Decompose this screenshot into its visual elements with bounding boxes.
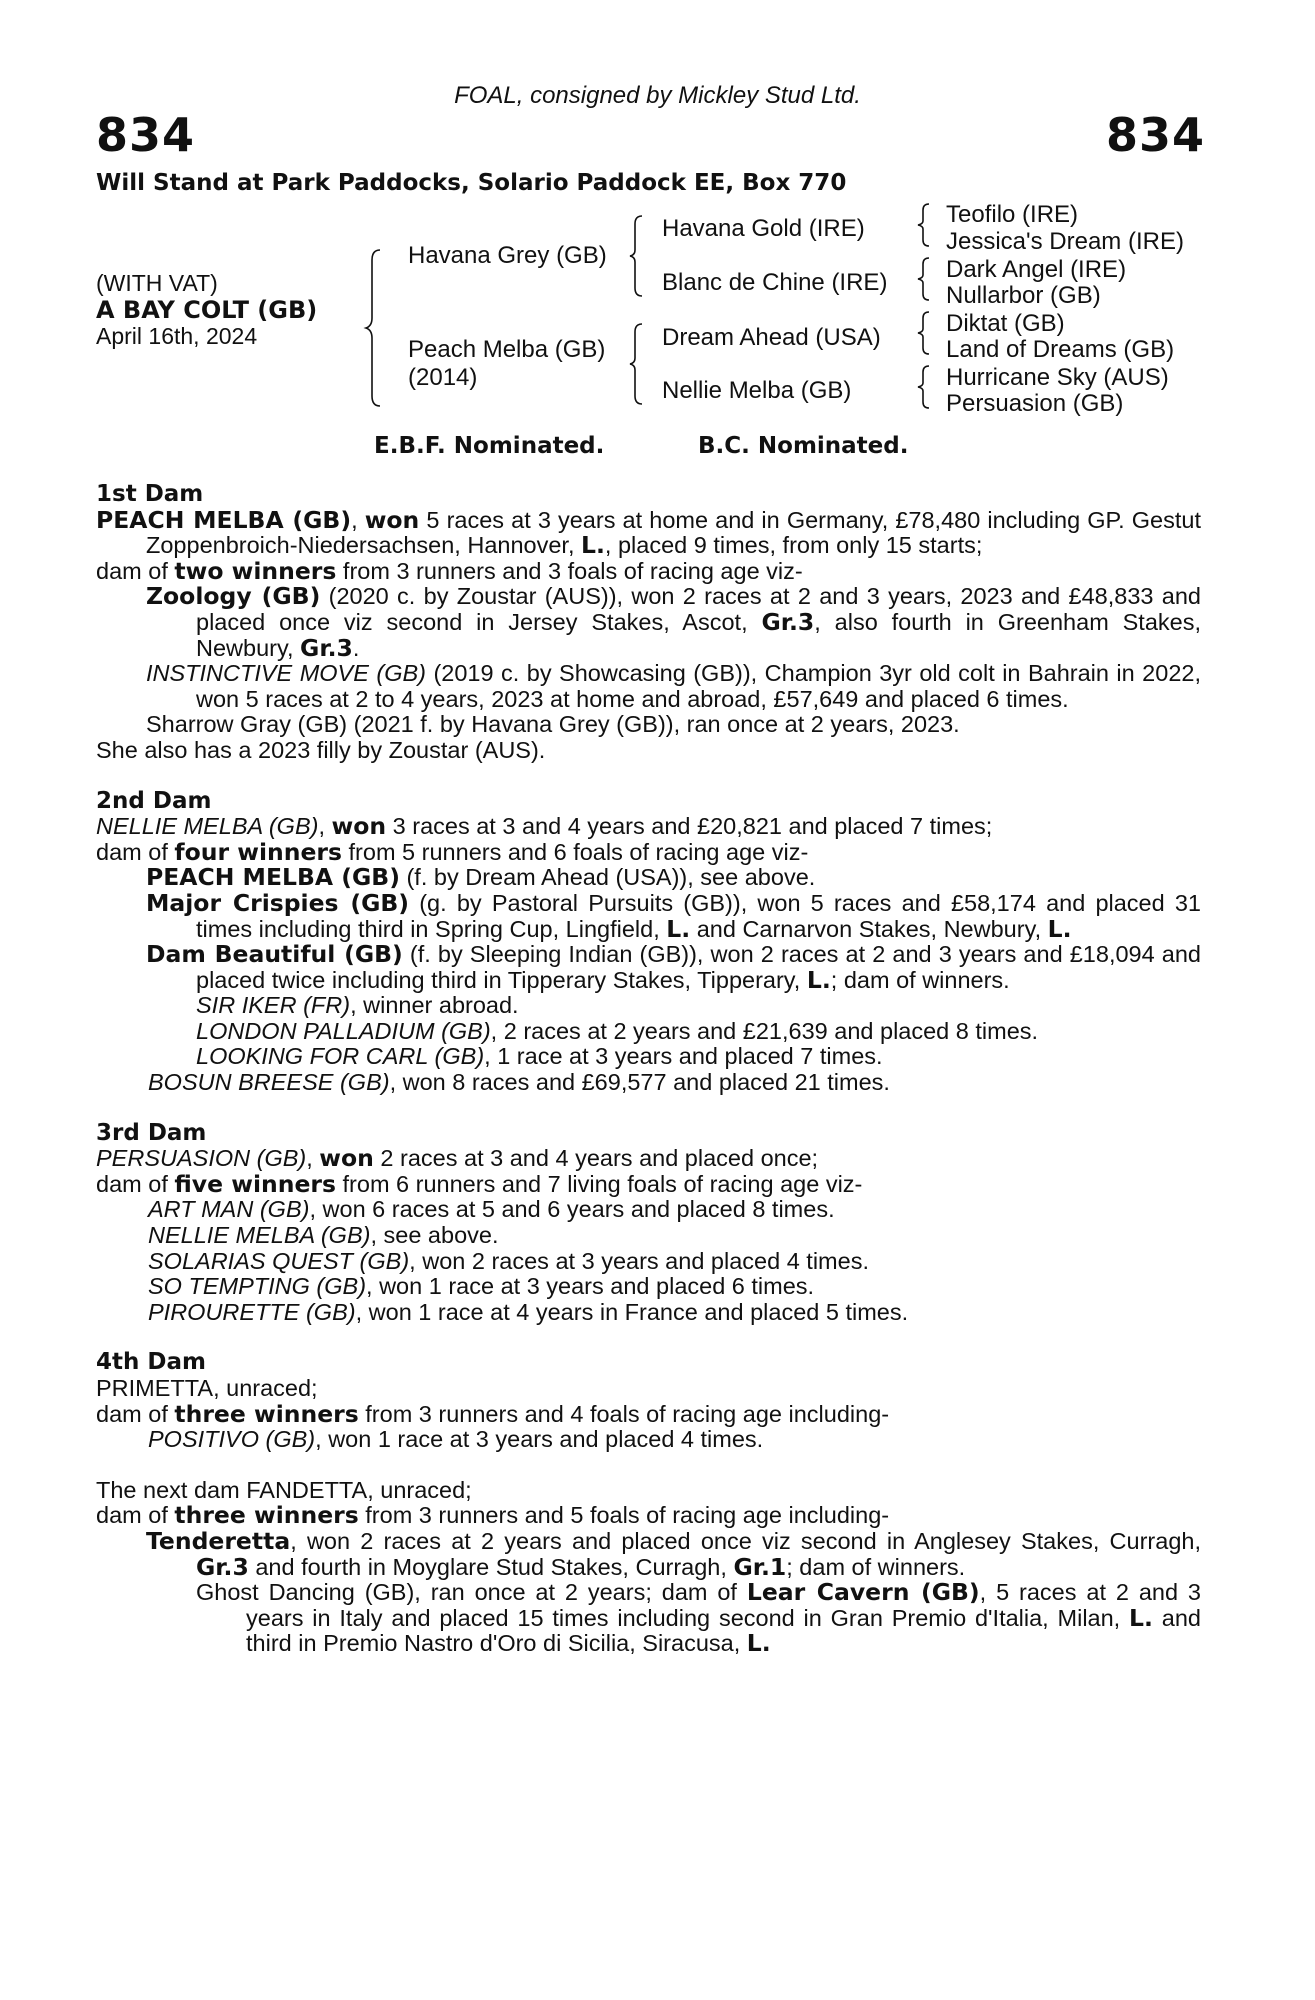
won-label: won	[331, 812, 387, 841]
produce-summary	[96, 556, 1201, 585]
produce-summary	[96, 837, 1201, 866]
pedigree-sire-dam: Blanc de Chine (IRE)	[662, 269, 888, 296]
produce-entry	[146, 584, 1201, 661]
bc-nomination: B.C. Nominated.	[698, 433, 909, 459]
listed-mark: L.	[746, 1629, 771, 1658]
group-mark: Gr.1	[733, 1552, 787, 1581]
pedigree-bracket-dd	[918, 364, 932, 410]
winners-count: two winners	[174, 556, 337, 585]
produce-text: (f. by Dream Ahead (USA)), see above.	[406, 864, 816, 891]
produce-name: INSTINCTIVE MOVE (GB)	[146, 660, 426, 687]
won-label: won	[364, 505, 420, 534]
produce-summary	[96, 1169, 1201, 1198]
won-label: won	[319, 1144, 374, 1173]
pedigree-sdd: Nullarbor (GB)	[946, 282, 1101, 309]
record-text: 3 races at 3 and 4 years and £20,821 and placed 7 times;	[392, 813, 993, 840]
pedigree-bracket-ss	[918, 202, 932, 248]
pedigree-bracket-main	[366, 248, 386, 408]
pedigree-dsd: Land of Dreams (GB)	[946, 336, 1175, 363]
produce-text: Sharrow Gray (GB) (2021 f. by Havana Grey (GB)), ran once at 2 years, 2023.	[146, 711, 960, 738]
runners-text: from 5 runners and 6 foals of racing age viz-	[348, 838, 809, 865]
runners-text: from 3 runners and 3 foals of racing age viz-	[342, 557, 803, 584]
horse-name: A BAY COLT (GB)	[96, 296, 318, 324]
produce-text: and fourth in Moyglare Stud Stakes, Curragh,	[255, 1553, 727, 1580]
produce-text: , won 1 race at 3 years and placed 4 times.	[315, 1426, 764, 1453]
pedigree-bracket-sd	[918, 256, 932, 302]
produce-text: , won 8 races and £69,577 and placed 21 times.	[389, 1069, 890, 1096]
produce-text: (2019 c. by Showcasing (GB)), Champion 3yr old colt in Bahrain in 2022, won 5 races at 2 to 4 years, 2023 at home and abroad, £57,649 and placed 6 times.	[196, 660, 1201, 712]
dam-name: PERSUASION (GB)	[96, 1145, 307, 1172]
produce-text: , won 2 races at 2 years and placed once viz second in Anglesey Stakes, Curragh,	[290, 1527, 1201, 1554]
second-dam-record: NELLIE MELBA (GB), won 3 races at 3 and 4 years and £20,821 and placed 7 times;	[96, 812, 993, 841]
fourth-dam-section	[96, 1350, 1201, 1452]
produce-name: Dam Beautiful (GB)	[146, 940, 403, 969]
pedigree-ssd: Jessica's Dream (IRE)	[946, 228, 1184, 255]
group-mark: Gr.3	[300, 633, 353, 662]
produce-entry	[148, 1223, 1201, 1249]
winners-count: five winners	[174, 1169, 336, 1198]
produce-name: SOLARIAS QUEST (GB)	[148, 1247, 410, 1274]
produce-entry	[148, 1427, 1201, 1453]
produce-name: PIROURETTE (GB)	[148, 1298, 356, 1325]
produce-text: ; dam of winners.	[786, 1553, 966, 1580]
produce-name: BOSUN BREESE (GB)	[148, 1069, 390, 1096]
produce-text: (g. by Pastoral Pursuits (GB)), won 5 races and £58,174 and placed 31 times including third in Spring Cup, Lingfield,	[196, 889, 1202, 942]
listed-mark: L.	[581, 531, 605, 560]
winners-count: four winners	[174, 837, 342, 866]
produce-entry	[146, 1526, 1201, 1581]
produce-entry	[146, 661, 1201, 712]
produce-text: ; dam of winners.	[830, 966, 1010, 993]
produce-name: Tenderetta	[146, 1526, 291, 1555]
dam-name: NELLIE MELBA (GB)	[96, 813, 319, 840]
grand-produce-entry	[196, 1580, 1201, 1657]
grand-produce-entry	[196, 1019, 1201, 1045]
produce-name: LONDON PALLADIUM (GB)	[196, 1017, 491, 1044]
pedigree-dam-sire: Dream Ahead (USA)	[662, 324, 881, 351]
produce-text: , won 1 race at 4 years in France and placed 5 times.	[355, 1298, 909, 1325]
lot-number-right: 834	[1105, 108, 1205, 162]
produce-text: , won 6 races at 5 and 6 years and placed 8 times.	[309, 1196, 835, 1223]
produce-text: , winner abroad.	[350, 992, 519, 1019]
third-dam-record: PERSUASION (GB), won 2 races at 3 and 4 years and placed once;	[96, 1144, 819, 1173]
produce-name: Zoology (GB)	[146, 582, 321, 611]
section-heading: 2nd Dam	[96, 787, 212, 814]
winners-count: three winners	[174, 1399, 359, 1428]
stand-location: Will Stand at Park Paddocks, Solario Paddock EE, Box 770	[96, 170, 847, 196]
produce-text: , 5 races at 2 and 3 years in Italy and placed 15 times including second in Gran Premio d'Italia, Milan,	[246, 1579, 1201, 1631]
listed-mark: L.	[1129, 1603, 1153, 1632]
catalogue-body	[96, 482, 1201, 1657]
section-heading: 1st Dam	[96, 481, 204, 507]
dam-of-label: dam of	[96, 1502, 168, 1529]
section-heading: 3rd Dam	[96, 1119, 207, 1146]
pedigree-sire: Havana Grey (GB)	[408, 242, 607, 269]
grand-produce-entry	[196, 1044, 1201, 1070]
pedigree-dam-dam: Nellie Melba (GB)	[662, 377, 852, 404]
produce-name: Lear Cavern (GB)	[746, 1578, 980, 1607]
also-note: She also has a 2023 filly by Zoustar (AUS).	[96, 736, 546, 763]
record-text: 2 races at 3 and 4 years and placed once;	[380, 1145, 819, 1172]
fourth-dam-record: PRIMETTA, unraced;	[96, 1375, 318, 1401]
first-dam-record: PEACH MELBA (GB), won 5 races at 3 years at home and in Germany, £78,480 including GP. Gestut Zoppenbroich-Niedersachsen, Hannover, L., placed 9 times, from only 15 starts;	[96, 505, 1202, 560]
produce-text: .	[352, 634, 360, 661]
consignment-line: FOAL, consigned by Mickley Stud Ltd.	[454, 82, 861, 109]
lot-number-left: 834	[96, 108, 196, 162]
produce-entry	[148, 1300, 1201, 1326]
produce-entry	[148, 1197, 1201, 1223]
produce-text: Ghost Dancing (GB), ran once at 2 years; dam of	[196, 1579, 737, 1606]
ebf-nomination: E.B.F. Nominated.	[374, 433, 605, 459]
produce-name: ART MAN (GB)	[148, 1196, 310, 1223]
produce-entry	[146, 712, 1201, 738]
dam-of-label: dam of	[96, 838, 168, 865]
third-dam-section	[96, 1121, 1201, 1326]
first-dam-section	[96, 482, 1201, 764]
pedigree-dam: Peach Melba (GB)	[408, 336, 606, 363]
produce-name: Major Crispies (GB)	[146, 888, 410, 917]
produce-summary	[96, 1399, 1201, 1428]
pedigree-dam-year: (2014)	[408, 364, 478, 391]
next-dam-record: The next dam FANDETTA, unraced;	[96, 1476, 472, 1503]
produce-text: , won 1 race at 3 years and placed 6 times.	[366, 1273, 815, 1300]
runners-text: from 3 runners and 4 foals of racing age including-	[365, 1400, 890, 1427]
runners-text: from 6 runners and 7 living foals of racing age viz-	[342, 1170, 863, 1197]
produce-name: LOOKING FOR CARL (GB)	[196, 1043, 485, 1070]
grand-produce-entry	[196, 993, 1201, 1019]
pedigree-bracket-dam	[630, 322, 646, 406]
produce-text: , won 2 races at 3 years and placed 4 times.	[409, 1247, 869, 1274]
produce-name: PEACH MELBA (GB)	[146, 863, 400, 892]
produce-entry	[146, 865, 1201, 891]
pedigree-dds: Hurricane Sky (AUS)	[946, 364, 1169, 391]
produce-summary	[96, 1503, 1201, 1529]
winners-count: three winners	[174, 1501, 359, 1530]
produce-text: and third in Premio Nastro d'Oro di Sicilia, Siracusa,	[246, 1604, 1201, 1657]
dam-of-label: dam of	[96, 1170, 168, 1197]
produce-text: , see above.	[370, 1222, 499, 1249]
pedigree-sds: Dark Angel (IRE)	[946, 256, 1127, 283]
pedigree-sire-sire: Havana Gold (IRE)	[662, 215, 865, 242]
record-text: 5 races at 3 years at home and in Germany, £78,480 including GP. Gestut Zoppenbroich-Niedersachsen, Hannover,	[146, 506, 1202, 559]
group-mark: Gr.3	[196, 1552, 249, 1581]
produce-text: and Carnarvon Stakes, Newbury,	[696, 915, 1042, 942]
produce-entry	[148, 1070, 1201, 1096]
group-mark: Gr.3	[761, 607, 815, 636]
listed-mark: L.	[666, 914, 691, 943]
listed-mark: L.	[1047, 914, 1072, 943]
horse-dob: April 16th, 2024	[96, 323, 258, 349]
produce-text: (2020 c. by Zoustar (AUS)), won 2 races at 2 and 3 years, 2023 and £48,833 and placed once viz second in Jersey Stakes, Ascot,	[196, 583, 1201, 635]
pedigree-sss: Teofilo (IRE)	[946, 201, 1079, 228]
produce-entry	[148, 1249, 1201, 1275]
pedigree-ddd: Persuasion (GB)	[946, 390, 1124, 417]
pedigree-bracket-ds	[918, 310, 932, 356]
produce-text: , 2 races at 2 years and £21,639 and placed 8 times.	[490, 1017, 1039, 1044]
produce-text: , also fourth in Greenham Stakes, Newbury,	[196, 608, 1201, 661]
produce-name: SO TEMPTING (GB)	[148, 1273, 367, 1300]
produce-name: SIR IKER (FR)	[196, 992, 351, 1019]
second-dam-section	[96, 789, 1201, 1096]
section-heading: 4th Dam	[96, 1349, 206, 1376]
record-text-2: , placed 9 times, from only 15 starts;	[604, 532, 983, 559]
produce-name: POSITIVO (GB)	[148, 1426, 316, 1453]
next-dam-section	[96, 1478, 1201, 1657]
vat-note: (WITH VAT)	[96, 270, 218, 296]
produce-entry	[146, 888, 1202, 943]
produce-text: , 1 race at 3 years and placed 7 times.	[484, 1043, 883, 1070]
dam-name: PEACH MELBA (GB)	[96, 505, 352, 534]
listed-mark: L.	[806, 965, 831, 994]
pedigree-dss: Diktat (GB)	[946, 310, 1065, 337]
produce-entry	[146, 942, 1201, 993]
dam-of-label: dam of	[96, 557, 168, 584]
pedigree-bracket-sire	[630, 214, 646, 298]
runners-text: from 3 runners and 5 foals of racing age including-	[365, 1502, 890, 1529]
produce-text: (f. by Sleeping Indian (GB)), won 2 races at 2 and 3 years and £18,094 and placed twice including third in Tipperary Stakes, Tipperary,	[196, 941, 1201, 993]
dam-of-label: dam of	[96, 1400, 168, 1427]
produce-entry	[148, 1274, 1201, 1300]
produce-name: NELLIE MELBA (GB)	[148, 1222, 371, 1249]
